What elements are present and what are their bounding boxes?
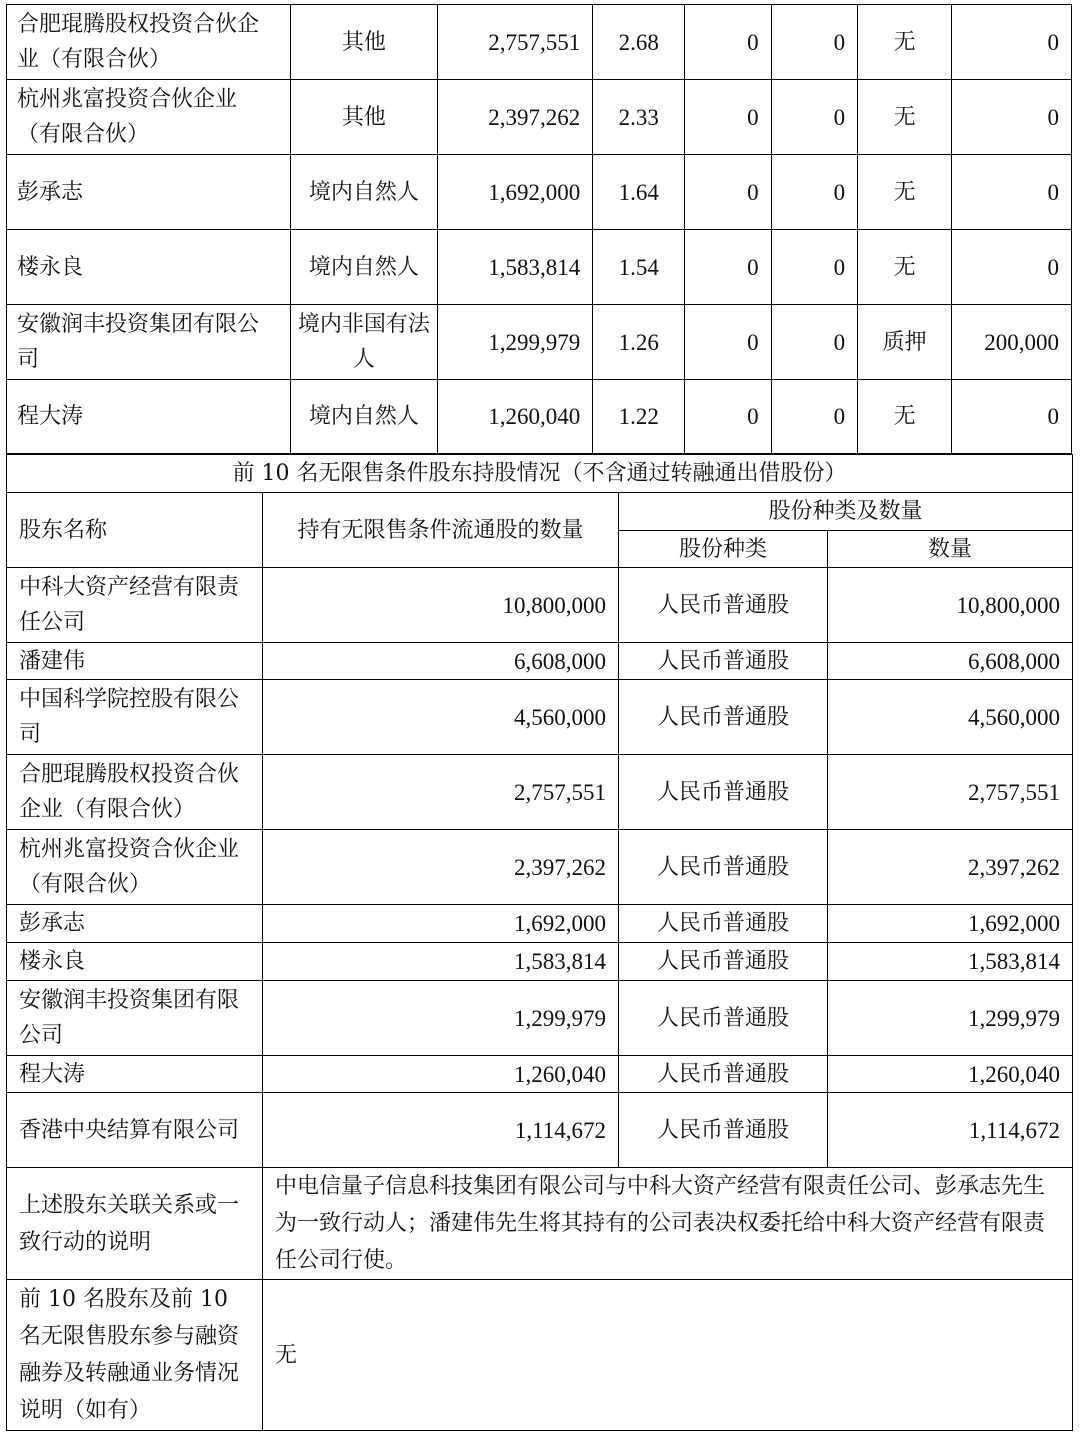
holder-name: 合肥琨腾股权投资合伙企业（有限合伙） [7,5,291,80]
holder-pledge-status: 无 [858,230,952,305]
holder-restricted: 0 [685,380,771,454]
holder-name: 楼永良 [7,230,291,305]
holder-row [7,80,1072,155]
holder-pct: 1.64 [593,155,685,230]
holder-shares: 2,757,551 [438,5,593,80]
header-share-class: 股份种类 [619,531,828,568]
holder-type: 其他 [290,80,437,155]
row-share-qty: 1,114,672 [828,1093,1073,1168]
holder-row [7,305,1072,380]
row-unrestricted-qty: 10,800,000 [263,568,619,643]
holder-shares: 1,583,814 [438,230,593,305]
holder-pledge-qty: 0 [952,380,1072,454]
holder-pledge-status: 无 [858,5,952,80]
unrestricted-row [7,755,1073,830]
unrestricted-row [7,568,1073,643]
unrestricted-row [7,680,1073,755]
row-holder-name: 杭州兆富投资合伙企业（有限合伙） [7,830,263,905]
holder-pledge-qty: 0 [952,155,1072,230]
header-unrestricted-qty: 持有无限售条件流通股的数量 [263,493,619,568]
holder-restricted: 0 [685,230,771,305]
unrestricted-row [7,643,1073,680]
holder-shares: 1,692,000 [438,155,593,230]
relation-text: 中电信量子信息科技集团有限公司与中科大资产经营有限责任公司、彭承志先生为一致行动人；潘建伟先生将其持有的公司表决权委托给中科大资产经营有限责任公司行使。 [263,1168,1073,1280]
holder-restricted: 0 [685,80,771,155]
holder-shares: 1,260,040 [438,380,593,454]
row-share-class: 人民币普通股 [619,643,828,680]
row-share-class: 人民币普通股 [619,981,828,1056]
row-unrestricted-qty: 2,757,551 [263,755,619,830]
holder-name: 程大涛 [7,380,291,454]
holder-lent: 0 [771,380,857,454]
notes-body [7,1168,1073,1431]
holder-type: 其他 [290,5,437,80]
row-unrestricted-qty: 1,299,979 [263,981,619,1056]
row-unrestricted-qty: 1,583,814 [263,943,619,981]
margin-text: 无 [263,1280,1073,1431]
row-share-class: 人民币普通股 [619,755,828,830]
header-share-class-group: 股份种类及数量 [619,493,1073,531]
row-unrestricted-qty: 6,608,000 [263,643,619,680]
row-share-qty: 10,800,000 [828,568,1073,643]
row-share-qty: 6,608,000 [828,643,1073,680]
row-holder-name: 合肥琨腾股权投资合伙企业（有限合伙） [7,755,263,830]
holder-type: 境内自然人 [290,155,437,230]
holder-restricted: 0 [685,155,771,230]
holder-type: 境内自然人 [290,230,437,305]
holder-row [7,380,1072,454]
row-share-qty: 1,299,979 [828,981,1073,1056]
holder-pledge-qty: 0 [952,5,1072,80]
section-title-row [7,455,1073,493]
unrestricted-holders-body [7,455,1073,568]
row-share-qty: 1,583,814 [828,943,1073,981]
unrestricted-row [7,943,1073,981]
header-quantity: 数量 [828,531,1073,568]
unrestricted-row [7,1056,1073,1093]
unrestricted-row [7,830,1073,905]
row-unrestricted-qty: 4,560,000 [263,680,619,755]
relation-note-row [7,1168,1073,1280]
row-share-class: 人民币普通股 [619,1093,828,1168]
holder-lent: 0 [771,230,857,305]
margin-label: 前 10 名股东及前 10 名无限售股东参与融资融券及转融通业务情况说明（如有） [7,1280,263,1431]
top10-holders-body [7,5,1072,454]
row-unrestricted-qty: 1,260,040 [263,1056,619,1093]
holder-pledge-status: 无 [858,380,952,454]
holder-pledge-status: 无 [858,80,952,155]
row-share-qty: 2,397,262 [828,830,1073,905]
holder-pledge-status: 无 [858,155,952,230]
row-share-qty: 1,260,040 [828,1056,1073,1093]
unrestricted-row [7,905,1073,943]
holder-pledge-qty: 0 [952,80,1072,155]
row-holder-name: 楼永良 [7,943,263,981]
row-share-qty: 2,757,551 [828,755,1073,830]
unrestricted-row [7,1093,1073,1168]
holder-pledge-qty: 200,000 [952,305,1072,380]
row-unrestricted-qty: 1,114,672 [263,1093,619,1168]
row-unrestricted-qty: 1,692,000 [263,905,619,943]
holder-row [7,5,1072,80]
holder-pct: 2.68 [593,5,685,80]
margin-note-row [7,1280,1073,1431]
holder-row [7,155,1072,230]
holder-pledge-qty: 0 [952,230,1072,305]
row-holder-name: 中国科学院控股有限公司 [7,680,263,755]
row-unrestricted-qty: 2,397,262 [263,830,619,905]
row-share-qty: 1,692,000 [828,905,1073,943]
holder-shares: 2,397,262 [438,80,593,155]
row-holder-name: 中科大资产经营有限责任公司 [7,568,263,643]
header-holder-name: 股东名称 [7,493,263,568]
row-share-qty: 4,560,000 [828,680,1073,755]
row-holder-name: 程大涛 [7,1056,263,1093]
row-share-class: 人民币普通股 [619,1056,828,1093]
holder-pct: 1.22 [593,380,685,454]
holder-type: 境内自然人 [290,380,437,454]
row-holder-name: 潘建伟 [7,643,263,680]
holder-name: 安徽润丰投资集团有限公司 [7,305,291,380]
holder-name: 杭州兆富投资合伙企业（有限合伙） [7,80,291,155]
holder-restricted: 0 [685,5,771,80]
holder-pct: 1.26 [593,305,685,380]
row-share-class: 人民币普通股 [619,830,828,905]
holder-type: 境内非国有法人 [290,305,437,380]
unrestricted-holders-table [6,454,1073,1431]
row-share-class: 人民币普通股 [619,568,828,643]
holder-lent: 0 [771,80,857,155]
holder-lent: 0 [771,5,857,80]
row-share-class: 人民币普通股 [619,943,828,981]
holder-lent: 0 [771,155,857,230]
holder-pct: 1.54 [593,230,685,305]
holder-lent: 0 [771,305,857,380]
holder-pct: 2.33 [593,80,685,155]
section-title: 前 10 名无限售条件股东持股情况（不含通过转融通出借股份） [7,455,1073,493]
row-share-class: 人民币普通股 [619,680,828,755]
holder-shares: 1,299,979 [438,305,593,380]
row-holder-name: 彭承志 [7,905,263,943]
unrestricted-row [7,981,1073,1056]
holder-name: 彭承志 [7,155,291,230]
holder-pledge-status: 质押 [858,305,952,380]
row-holder-name: 香港中央结算有限公司 [7,1093,263,1168]
holder-row [7,230,1072,305]
unrestricted-rows [7,568,1073,1168]
row-holder-name: 安徽润丰投资集团有限公司 [7,981,263,1056]
relation-label: 上述股东关联关系或一致行动的说明 [7,1168,263,1280]
row-share-class: 人民币普通股 [619,905,828,943]
top10-holders-table [6,4,1072,454]
holder-restricted: 0 [685,305,771,380]
header-row [7,493,1073,531]
